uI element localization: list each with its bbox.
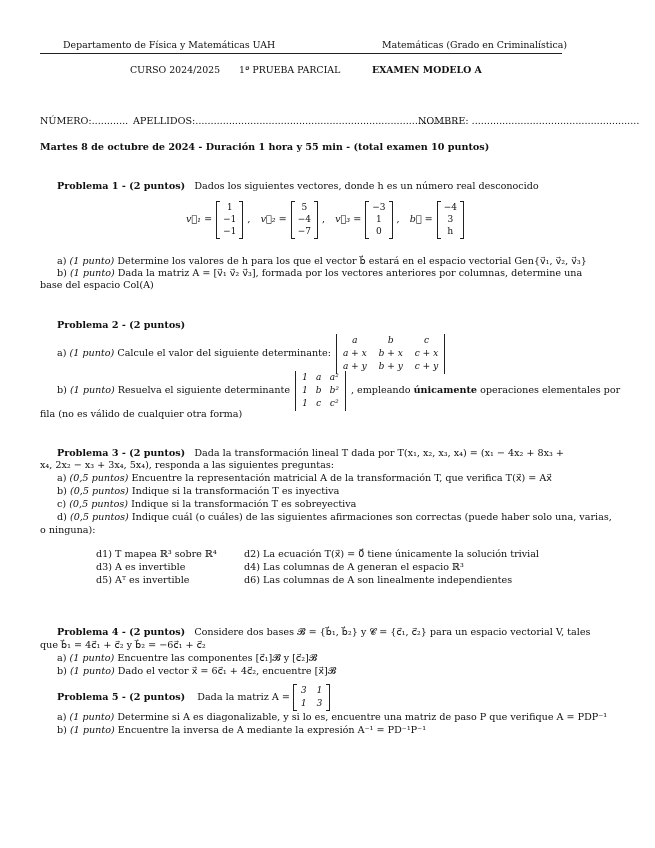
problem-3c: c) (0,5 puntos) Indique si la transformación T es sobreyectiva	[57, 499, 357, 510]
problem-4-title: Problema 4 - (2 puntos)	[57, 627, 186, 638]
problem-1-header	[57, 181, 539, 193]
v1-label: v⃗₁ =	[186, 214, 213, 225]
numero-field: NÚMERO:............	[40, 116, 129, 127]
b-entry: −4	[443, 203, 457, 213]
determinant-1-cell: b + y	[378, 362, 403, 372]
v3-entry: 1	[376, 215, 382, 225]
date-duration-line: Martes 8 de octubre de 2024 - Duración 1 hora y 55 min - (total examen 10 puntos)	[40, 142, 490, 153]
matrix-A-cell: 3	[300, 686, 307, 696]
determinant-1	[334, 334, 447, 374]
determinant-1-cell: a + x	[342, 349, 367, 359]
determinant-2-cell: a	[315, 373, 322, 383]
v2-entry: −7	[297, 227, 311, 237]
problem-3-intro-cont: x₄, 2x₂ − x₃ + 3x₄, 5x₄), responda a las siguientes preguntas:	[40, 460, 335, 471]
problem-1a: a) (1 punto) Determine los valores de h para los que el vector b⃗ estará en el espacio vectorial Gen{v⃗₁, v⃗₂, v⃗₃}	[57, 256, 587, 267]
determinant-1-cell: b + x	[378, 349, 403, 359]
problem-1b-cont: base del espacio Col(A)	[40, 280, 154, 291]
problem-3-title: Problema 3 - (2 puntos)	[57, 448, 186, 459]
option-d6: d6) Las columnas de A son linealmente independientes	[244, 575, 513, 586]
determinant-2-cell: b²	[329, 386, 339, 396]
nombre-field: NOMBRE: .......................................................	[418, 116, 640, 127]
course-name: Matemáticas (Grado en Criminalística)	[382, 40, 568, 51]
exam-model: EXAMEN MODELO A	[372, 65, 482, 76]
determinant-2-cell: 1	[302, 399, 308, 409]
option-d1: d1) T mapea ℝ³ sobre ℝ⁴	[96, 549, 217, 560]
problem-2a: a) (1 punto) Calcule el valor del siguiente determinante: a b c a + x b + x c + x a + y b + y c + y	[57, 334, 447, 374]
problem-2b-cont: fila (no es válido de cualquier otra forma)	[40, 409, 243, 420]
apellidos-field: APELLIDOS:......................................................................................	[133, 116, 458, 127]
problem-5a: a) (1 punto) Determine si A es diagonalizable, y si lo es, encuentre una matriz de paso P que verifique A = PDP⁻¹	[57, 712, 608, 723]
v3-label: v⃗₃ =	[335, 214, 362, 225]
determinant-1-cell: c + x	[414, 349, 439, 359]
problem-5b: b) (1 punto) Encuentre la inversa de A mediante la expresión A⁻¹ = PD⁻¹P⁻¹	[57, 725, 427, 736]
determinant-2	[293, 371, 348, 411]
problem-3a: a) (0,5 puntos) Encuentre la representación matricial A de la transformación T, que verifica T(x⃗) = Ax⃗	[57, 473, 552, 484]
option-d2: d2) La ecuación T(x⃗) = 0⃗ tiene únicamente la solución trivial	[244, 549, 540, 560]
v1-entry: −1	[223, 215, 237, 225]
problem-4-intro-cont: que b⃗₁ = 4c⃗₁ + c⃗₂ y b⃗₂ = −6c⃗₁ + c⃗₂	[40, 640, 206, 651]
v2-entry: −4	[297, 215, 311, 225]
b-label: b⃗ =	[409, 214, 433, 225]
matrix-A	[293, 684, 330, 711]
problem-2-title: Problema 2 - (2 puntos)	[57, 320, 186, 331]
problem-4-header: Problema 4 - (2 puntos) Considere dos bases 𝓑 = {b⃗₁, b⃗₂} y 𝓒 = {c⃗₁, c⃗₂} para un espacio vectorial V, tales	[57, 627, 591, 638]
v3-vector	[365, 201, 392, 239]
problem-5-header: Problema 5 - (2 puntos) Dada la matriz A = 3 1 1 3	[57, 684, 330, 711]
problem-3d: d) (0,5 puntos) Indique cuál (o cuáles) de las siguientes afirmaciones son correctas (puede haber solo una, varias,	[57, 512, 612, 523]
determinant-2-cell: a²	[329, 373, 339, 383]
problem-1b: b) (1 punto) Dada la matriz A = [v⃗₁ v⃗₂ v⃗₃], formada por los vectores anteriores por columnas, determine una	[57, 268, 583, 279]
problem-5-title: Problema 5 - (2 puntos)	[57, 691, 186, 703]
v3-entry: −3	[372, 203, 386, 213]
determinant-2-cell: 1	[302, 373, 308, 383]
v2-entry: 5	[301, 203, 308, 213]
matrix-A-cell: 1	[316, 686, 323, 696]
v3-entry: 0	[376, 227, 382, 237]
matrix-A-cell: 3	[316, 699, 323, 709]
option-d3: d3) A es invertible	[96, 562, 186, 573]
b-entry: h	[447, 227, 454, 237]
v2-label: v⃗₂ =	[260, 214, 287, 225]
exam-type: 1ª PRUEBA PARCIAL	[239, 65, 341, 76]
determinant-2-cell: 1	[302, 386, 308, 396]
v1-entry: 1	[226, 203, 233, 213]
v1-vector	[216, 201, 243, 239]
problem-3-header: Problema 3 - (2 puntos) Dada la transformación lineal T dada por T(x₁, x₂, x₃, x₄) = (x₁ − 4x₂ + 8x₃ +	[57, 448, 564, 459]
determinant-2-cell: c	[316, 399, 322, 409]
problem-1-vectors: v⃗₁ = 1 −1 −1 , v⃗₂ = 5 −4 −7 , v⃗₃ = −3 1 0 , b⃗ = −4 3 h	[186, 201, 464, 239]
problem-1-title: Problema 1 - (2 puntos)	[57, 181, 186, 192]
determinant-1-cell: a	[352, 336, 358, 346]
matrix-A-cell: 1	[300, 699, 307, 709]
header-rule	[40, 53, 562, 54]
problem-4b: b) (1 punto) Dado el vector x⃗ = 6c⃗₁ + 4c⃗₂, encuentre [x⃗]𝓑	[57, 666, 337, 677]
problem-3d-cont: o ninguna):	[40, 525, 96, 536]
problem-3b: b) (0,5 puntos) Indique si la transformación T es inyectiva	[57, 486, 340, 497]
problem-4a: a) (1 punto) Encuentre las componentes [c⃗₁]𝓑 y [c⃗₂]𝓑	[57, 653, 318, 664]
v1-entry: −1	[223, 227, 237, 237]
option-d4: d4) Las columnas de A generan el espacio ℝ³	[244, 562, 464, 573]
problem-1-intro: Dados los siguientes vectores, donde h es un número real desconocido	[194, 181, 539, 192]
determinant-1-cell: b	[387, 336, 394, 346]
determinant-2-cell: c²	[329, 399, 339, 409]
course-year: CURSO 2024/2025	[130, 65, 221, 76]
determinant-1-cell: c + y	[414, 362, 439, 372]
v2-vector	[291, 201, 318, 239]
option-d5: d5) Aᵀ es invertible	[96, 575, 190, 586]
determinant-1-cell: c	[423, 336, 429, 346]
department-name: Departamento de Física y Matemáticas UAH	[63, 40, 276, 51]
b-entry: 3	[447, 215, 454, 225]
determinant-2-cell: b	[315, 386, 322, 396]
determinant-1-cell: a + y	[342, 362, 367, 372]
b-vector	[437, 201, 464, 239]
problem-2b: b) (1 punto) Resuelva el siguiente determinante 1 a a² 1 b b² 1 c c² , empleando únicamente operaciones elementales por	[57, 373, 621, 409]
